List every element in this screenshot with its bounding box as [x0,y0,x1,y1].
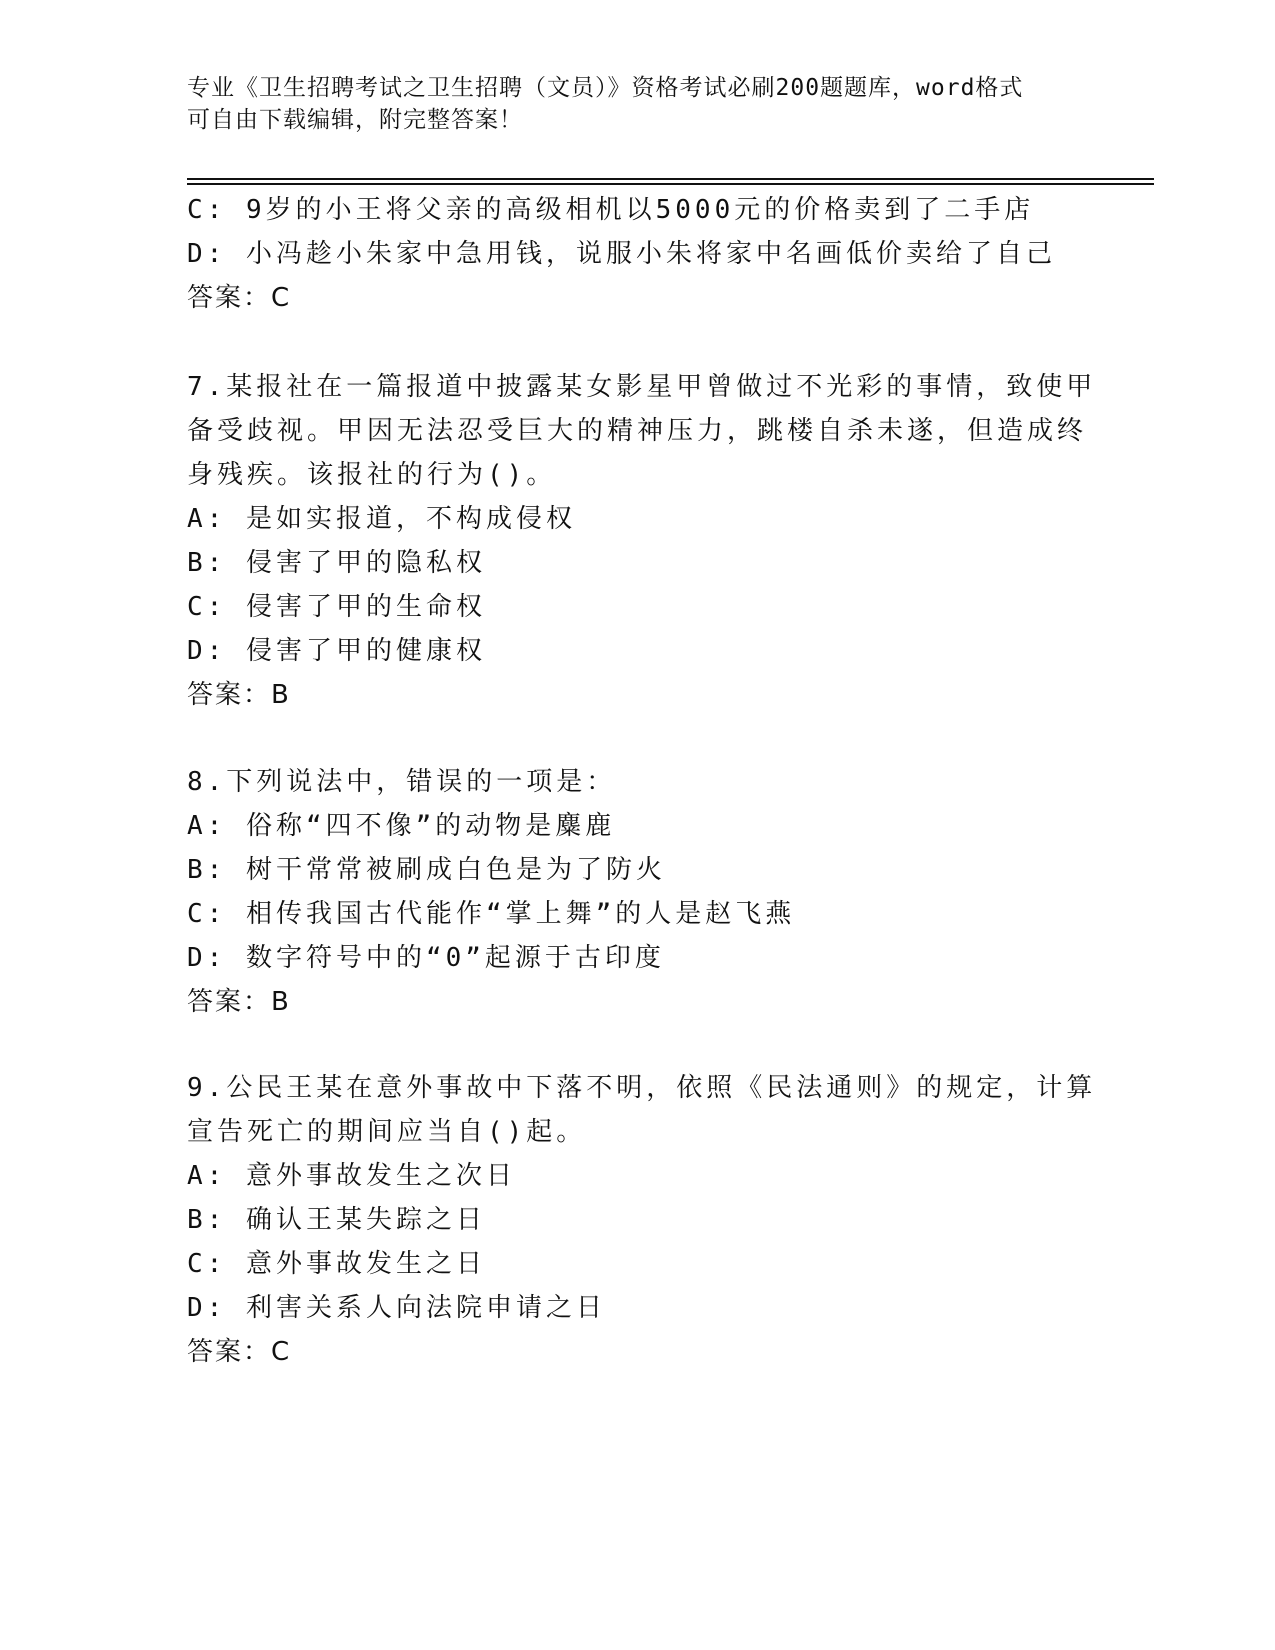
document-header [187,72,1087,136]
q9-option-c: C: 意外事故发生之日 [187,1249,486,1279]
header-divider-top [187,178,1154,180]
q7-stem-line-2: 备受歧视。甲因无法忍受巨大的精神压力，跳楼自杀未遂，但造成终 [187,416,1088,446]
q7-answer: 答案：B [187,680,291,710]
q8-option-d: D: 数字符号中的“0”起源于古印度 [187,943,665,973]
q6-answer: 答案：C [187,283,292,313]
q7-option-a: A: 是如实报道，不构成侵权 [187,504,576,534]
q7-stem-line-3: 身残疾。该报社的行为()。 [187,460,557,490]
q6-option-c: C: 9岁的小王将父亲的高级相机以5000元的价格卖到了二手店 [187,195,1035,225]
q9-option-b: B: 确认王某失踪之日 [187,1205,486,1235]
q8-option-a: A: 俗称“四不像”的动物是麋鹿 [187,811,616,841]
q7-stem-line-1: 7.某报社在一篇报道中披露某女影星甲曾做过不光彩的事情，致使甲 [187,372,1097,402]
q7-option-c: C: 侵害了甲的生命权 [187,592,486,622]
q8-option-b: B: 树干常常被刷成白色是为了防火 [187,855,666,885]
q6-option-d: D: 小冯趁小朱家中急用钱，说服小朱将家中名画低价卖给了自己 [187,239,1056,269]
q9-stem-line-1: 9.公民王某在意外事故中下落不明，依照《民法通则》的规定，计算 [187,1073,1097,1103]
q9-option-a: A: 意外事故发生之次日 [187,1161,516,1191]
q9-stem-line-2: 宣告死亡的期间应当自()起。 [187,1117,587,1147]
header-line-2: 可自由下载编辑，附完整答案！ [187,107,523,133]
q7-option-d: D: 侵害了甲的健康权 [187,636,486,666]
q8-option-c: C: 相传我国古代能作“掌上舞”的人是赵飞燕 [187,899,796,929]
q9-answer: 答案：C [187,1337,292,1367]
q8-answer: 答案：B [187,987,291,1017]
q7-option-b: B: 侵害了甲的隐私权 [187,548,486,578]
header-line-1: 专业《卫生招聘考试之卫生招聘（文员）》资格考试必刷200题题库，word格式 [187,75,1024,101]
q9-option-d: D: 利害关系人向法院申请之日 [187,1293,606,1323]
q8-stem: 8.下列说法中，错误的一项是： [187,767,617,797]
header-divider-bottom [187,183,1154,185]
